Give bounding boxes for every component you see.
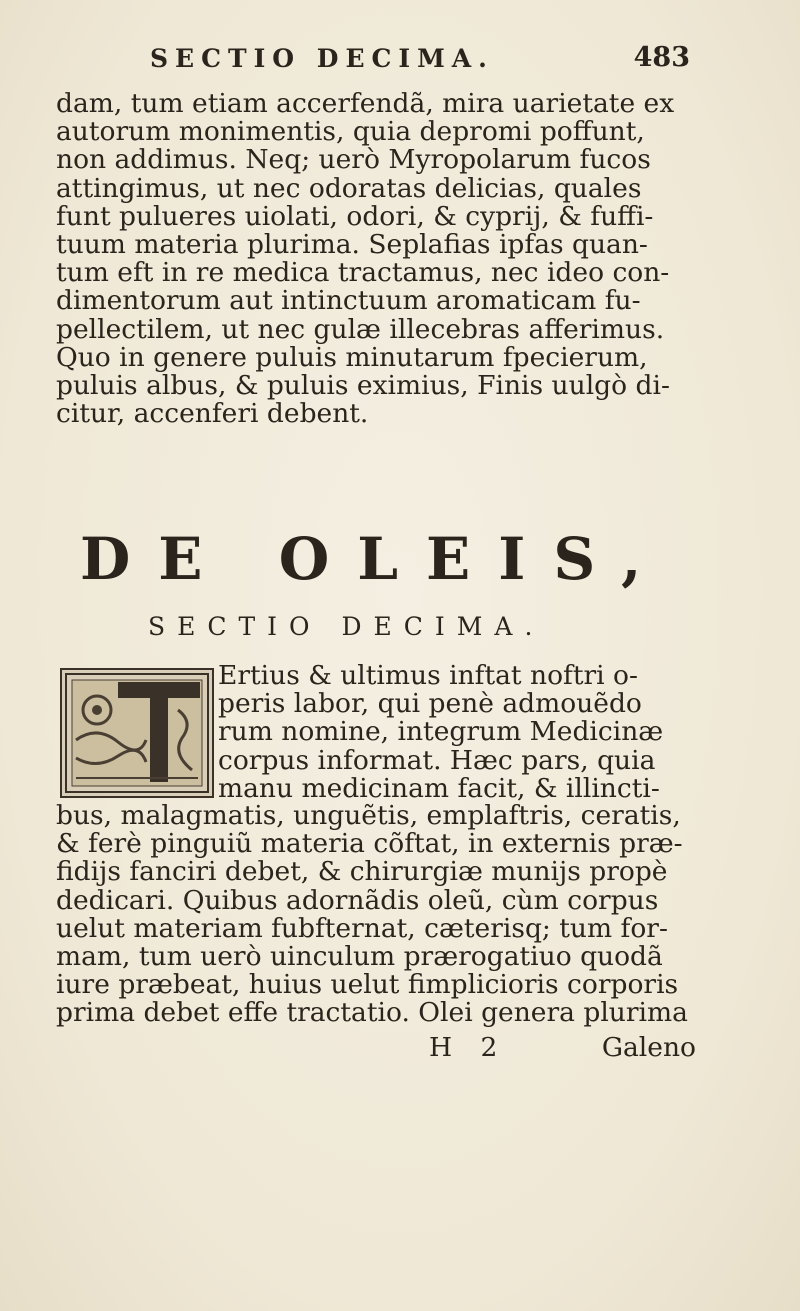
catchword: Galeno [601, 1032, 696, 1063]
running-head [150, 44, 690, 84]
paragraph-1 [56, 90, 696, 428]
text-line: mam, tum uerò uinculum prærogatiuo quodã [56, 940, 663, 972]
text-line: pellectilem, ut nec gulæ illecebras afferimus. [56, 313, 665, 345]
paragraph-2-indented [218, 662, 698, 803]
paragraph-2 [56, 802, 696, 1028]
text-line: peris labor, qui penè admouẽdo [218, 688, 642, 720]
text-line: iure præbeat, huius uelut fimplicioris corporis [56, 969, 679, 1001]
text-line: dam, tum etiam accerfendã, mira uarietate ex [56, 88, 675, 119]
text-line: attingimus, ut nec odoratas delicias, quales [56, 172, 642, 204]
text-line: Quo in genere puluis minutarum fpecierum, [56, 341, 648, 373]
page-number: 483 [633, 42, 690, 73]
text-line: Ertius & ultimus inftat noftri o- [218, 660, 638, 691]
text-line: puluis albus, & puluis eximius, Finis uulgò di- [56, 369, 670, 401]
text-line: dimentorum aut intinctuum aromaticam fu- [56, 285, 641, 317]
decorated-initial-T-icon [60, 668, 214, 798]
text-line: tuum materia plurima. Seplafias ipfas quan- [56, 228, 648, 260]
text-line: tum eft in re medica tractamus, nec ideo con- [56, 257, 670, 289]
text-line: manu medicinam facit, & illincti- [218, 772, 660, 804]
text-line: & ferè pinguiũ materia cõftat, in externis præ- [56, 828, 683, 860]
text-line: rum nomine, integrum Medicinæ [218, 716, 664, 748]
text-line: funt pulueres uiolati, odori, & cyprij, & fuffi- [56, 200, 654, 232]
text-line: autorum monimentis, quia depromi poffunt, [56, 116, 645, 148]
text-line: non addimus. Neq; uerò Myropolarum fucos [56, 144, 651, 176]
running-title: SECTIO DECIMA. [150, 44, 494, 73]
section-subheading: SECTIO DECIMA. [148, 612, 545, 641]
text-line: uelut materiam fubfternat, cæterisq; tum for- [56, 912, 668, 944]
section-heading: DE OLEIS, [80, 525, 670, 593]
text-line: prima debet effe tractatio. Olei genera plurima [56, 997, 688, 1029]
text-line: corpus informat. Hæc pars, quia [218, 744, 656, 776]
text-line: bus, malagmatis, unguẽtis, emplaftris, ceratis, [56, 800, 681, 831]
text-line: dedicari. Quibus adornãdis oleũ, cùm corpus [56, 884, 659, 916]
signature-mark: H 2 [429, 1032, 508, 1063]
footer-line [56, 1032, 696, 1062]
text-line: citur, accenferi debent. [56, 398, 369, 430]
text-line: fidijs fanciri debet, & chirurgiæ munijs propè [56, 856, 668, 888]
